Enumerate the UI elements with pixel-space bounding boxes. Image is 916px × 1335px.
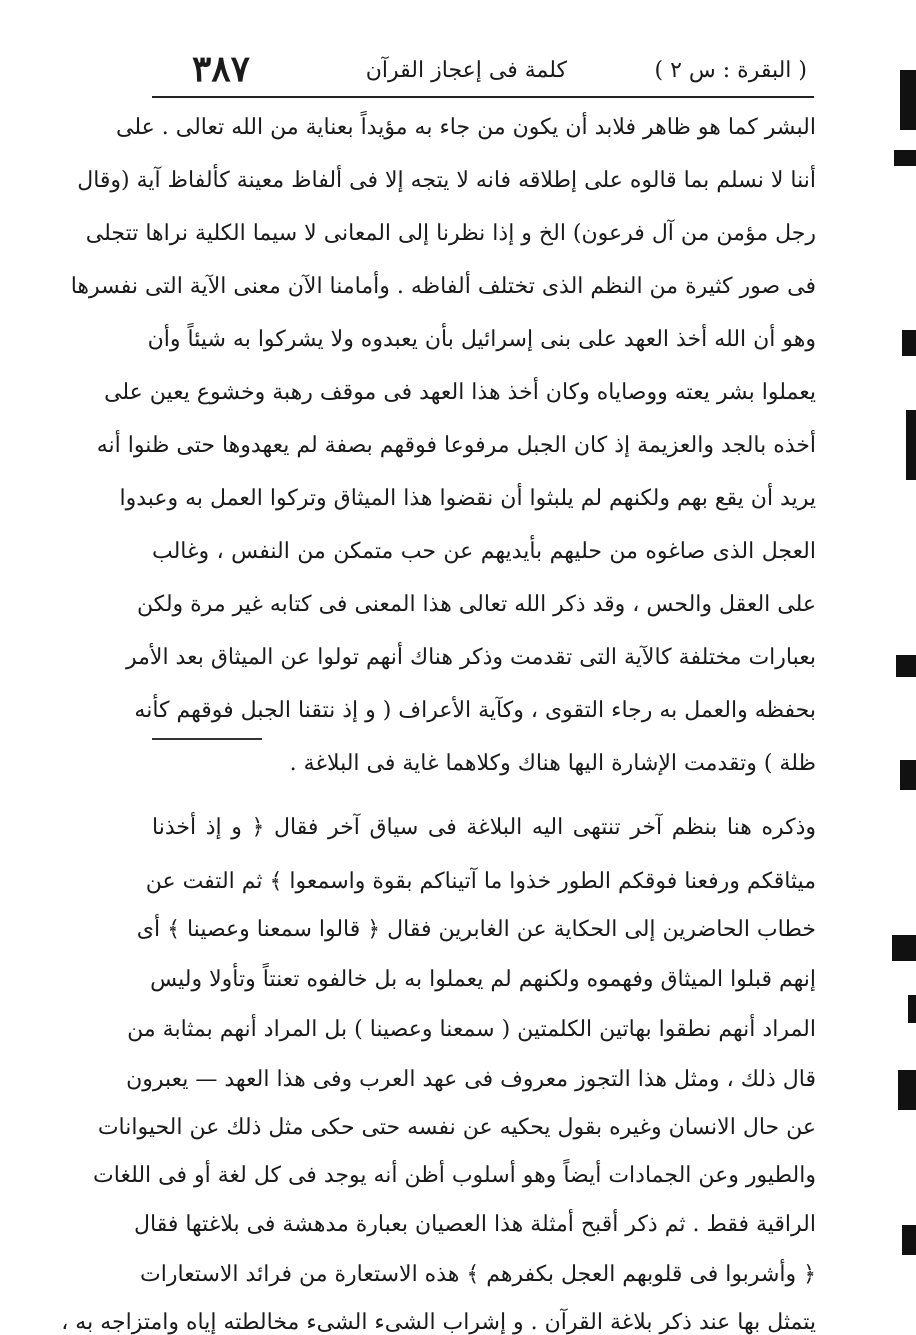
text-line: فى صور كثيرة من النظم الذى تختلف ألفاظه . وأمامنا الآن معنى الآية التى نفسرها (70, 274, 816, 299)
text-line: يتمثل بها عند ذكر بلاغة القرآن . و إشراب الشىء الشىء مخالطته إياه وامتزاجه به ، (61, 1310, 816, 1335)
section-separator (152, 738, 262, 740)
edge-mark (902, 330, 916, 356)
surah-reference: ( البقرة : س ٢ ) (654, 58, 807, 83)
body-text (61, 115, 816, 1335)
edge-mark (906, 410, 916, 480)
text-line: بحفظه والعمل به رجاء التقوى ، وكآية الأعراف ( و إذ نتقنا الجبل فوقهم كأنه (134, 698, 816, 723)
text-line: ﴿ وأشربوا فى قلوبهم العجل بكفرهم ﴾ هذه الاستعارة من فرائد الاستعارات (140, 1262, 816, 1287)
edge-mark (894, 150, 916, 166)
text-line: يريد أن يقع بهم ولكنهم لم يلبثوا أن نقضوا هذا الميثاق وتركوا العمل به وعبدوا (119, 486, 816, 511)
text-line: الراقية فقط . ثم ذكر أقبح أمثلة هذا العصيان بعبارة مدهشة فى بلاغتها فقال (134, 1212, 816, 1237)
text-line: وهو أن الله أخذ العهد على بنى إسرائيل بأن يعبدوه ولا يشركوا به شيئاً وأن (147, 327, 816, 352)
page-edge-shadow (876, 0, 916, 1309)
text-line: إنهم قبلوا الميثاق وفهموه ولكنهم لم يعملوا به بل خالفوه تعنتاً وتأولا وليس (150, 967, 816, 992)
page-header (152, 48, 807, 96)
edge-mark (900, 70, 916, 130)
text-line: ميثاقكم ورفعنا فوقكم الطور خذوا ما آتيناكم بقوة واسمعوا ﴾ ثم التفت عن (145, 869, 816, 894)
text-line: أخذه بالجد والعزيمة إذ كان الجبل مرفوعا فوقهم بصفة لم يعهدوها حتى ظنوا أنه (96, 433, 816, 458)
text-line: أننا لا نسلم بما قالوه على إطلاقه فانه لا يتجه إلا فى ألفاظ معينة كألفاظ آية (وقال (77, 168, 816, 193)
text-line: المراد أنهم نطقوا بهاتين الكلمتين ( سمعنا وعصينا ) بل المراد أنهم بمثابة من (127, 1017, 816, 1042)
text-line: عن حال الانسان وغيره بقول يحكيه عن نفسه حتى حكى مثل ذلك عن الحيوانات (97, 1115, 816, 1140)
text-line: ظلة ) وتقدمت الإشارة اليها هناك وكلاهما غاية فى البلاغة . (289, 751, 816, 776)
text-line: العجل الذى صاغوه من حليهم بأيديهم عن حب متمكن من النفس ، وغالب (152, 539, 816, 564)
edge-mark (896, 655, 916, 677)
edge-mark (892, 935, 916, 961)
edge-mark (902, 1225, 916, 1255)
text-line: رجل مؤمن من آل فرعون) الخ و إذا نظرنا إلى المعانى لا سيما الكلية نراها تتجلى (85, 221, 816, 246)
text-line: والطيور وعن الجمادات أيضاً وهو أسلوب أظن أنه يوجد فى كل لغة أو فى اللغات (93, 1163, 816, 1188)
edge-mark (908, 995, 916, 1023)
text-line: البشر كما هو ظاهر فلابد أن يكون من جاء به مؤيداً بعناية من الله تعالى . على (116, 115, 816, 140)
text-line: بعبارات مختلفة كالآية التى تقدمت وذكر هناك أنهم تولوا عن الميثاق بعد الأمر (125, 645, 816, 670)
running-title: كلمة فى إعجاز القرآن (365, 58, 567, 83)
text-line: وذكره هنا بنظم آخر تنتهى اليه البلاغة فى سياق آخر فقال ﴿ و إذ أخذنا (152, 815, 816, 840)
text-line: خطاب الحاضرين إلى الحكاية عن الغابرين فقال ﴿ قالوا سمعنا وعصينا ﴾ أى (136, 917, 816, 942)
text-line: على العقل والحس ، وقد ذكر الله تعالى هذا المعنى فى كتابه غير مرة ولكن (136, 592, 816, 617)
text-line: قال ذلك ، ومثل هذا التجوز معروف فى عهد العرب وفى هذا العهد — يعبرون (126, 1067, 816, 1092)
page-number: ٣٨٧ (192, 48, 251, 90)
edge-mark (900, 760, 916, 790)
text-line: يعملوا بشر يعته ووصاياه وكان أخذ هذا العهد فى موقف رهبة وخشوع يعين على (104, 380, 816, 405)
edge-mark (898, 1070, 916, 1110)
header-rule (152, 96, 814, 98)
